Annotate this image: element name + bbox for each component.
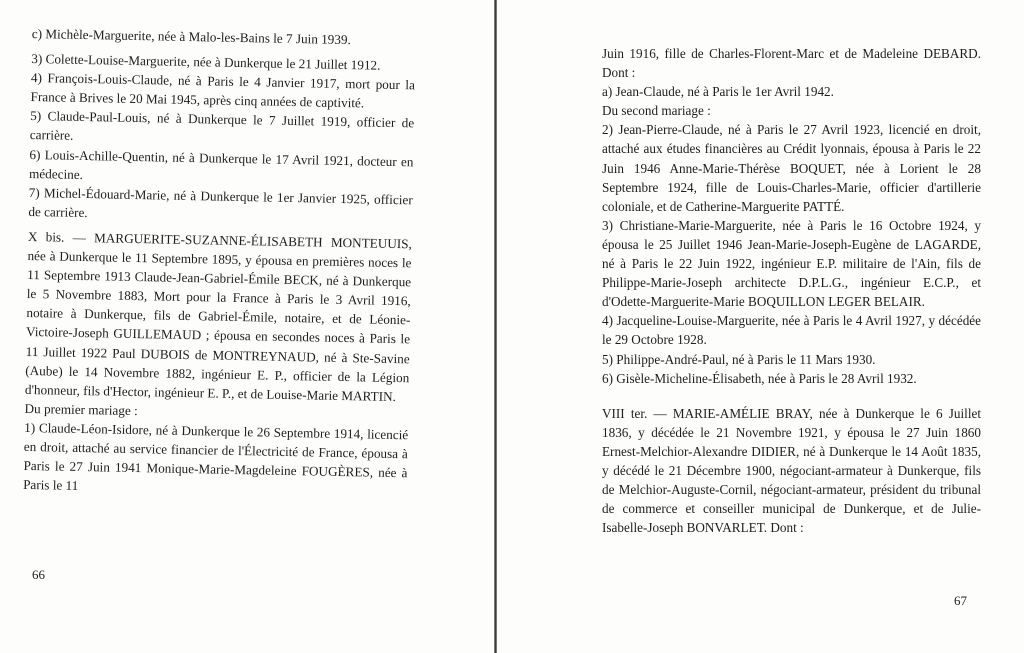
entry-claude-leon-isidore: 1) Claude-Léon-Isidore, né à Dunkerque le 26 Septembre 1914, licencié en droit, attaché au service financier de l'Électricité de France, épousa à Paris le 27 Juin 1941 Monique-Marie-Magdeleine FOUGÈRES, née à Paris le 11	[23, 419, 409, 494]
entry-michele-marguerite: c) Michèle-Marguerite, née à Malo-les-Bains le 7 Juin 1939.	[31, 25, 351, 48]
entry-christiane-marie-marguerite: 3) Christiane-Marie-Marguerite, née à Paris le 16 Octobre 1924, y épousa le 25 Juillet 1946 Jean-Marie-Joseph-Eugène de LAGARDE, né à Paris le 22 Juin 1922, ingénieur E.P. militaire de l'Ain, fils de Philippe-Marie-Joseph architecte D.P.L.G., ingénieur E.C.P., et d'Odette-Marguerite-Marie BOQUILLON LEGER BELAIR.	[602, 217, 981, 310]
heading-du-premier-mariage: Du premier mariage :	[24, 400, 138, 418]
right-page	[497, 0, 1024, 653]
entry-claude-paul-louis: 5) Claude-Paul-Louis, né à Dunkerque le 7 Juillet 1919, officier de carrière.	[29, 108, 415, 144]
heading-du-second-mariage: Du second mariage :	[602, 103, 711, 119]
entry-philippe-andre-paul: 5) Philippe-André-Paul, né à Paris le 11 Mars 1930.	[602, 351, 876, 367]
page-number-left: 66	[32, 567, 45, 582]
entry-continuation-fougeres: Juin 1916, fille de Charles-Florent-Marc et de Madeleine DEBARD. Dont :	[602, 46, 981, 81]
entry-jacqueline-louise-marguerite: 4) Jacqueline-Louise-Marguerite, née à Paris le 4 Avril 1927, y décédée le 29 Octobre 1928.	[602, 313, 981, 348]
page-number-right: 67	[954, 593, 967, 608]
entry-michel-edouard-marie: 7) Michel-Édouard-Marie, né à Dunkerque le 1er Janvier 1925, officier de carrière.	[28, 184, 413, 220]
entry-colette-louise-marguerite: 3) Colette-Louise-Marguerite, née à Dunkerque le 21 Juillet 1912.	[31, 51, 381, 73]
left-page	[0, 0, 494, 653]
entry-francois-louis-claude: 4) François-Louis-Claude, né à Paris le 4 Janvier 1917, mort pour la France à Brives le 20 Mai 1945, après cinq années de captivité.	[30, 70, 416, 111]
entry-gisele-micheline-elisabeth: 6) Gisèle-Micheline-Élisabeth, née à Paris le 28 Avril 1932.	[602, 370, 917, 386]
entry-x-bis-marguerite-suzanne-elisabeth: X bis. — MARGUERITE-SUZANNE-ÉLISABETH MONTEUUIS, née à Dunkerque le 11 Septembre 1895, y épousa en premières noces le 11 Septembre 1913 Claude-Jean-Gabriel-Émile BECK, né à Dunkerque le 5 Novembre 1883, Mort pour la France à Paris le 3 Avril 1916, notaire à Dunkerque, fils de Gabriel-Émile, notaire, et de Léonie-Victoire-Joseph GUILLEMAUD ; épousa en secondes noces à Paris le 11 Juillet 1922 Paul DUBOIS de MONTREYNAUD, né à Ste-Savine (Aube) le 14 Novembre 1882, ingénieur E. P., officier de la Légion d'honneur, fils d'Hector, ingénieur E. P., et de Louise-Marie MARTIN.	[24, 228, 412, 404]
left-page-text	[23, 24, 416, 502]
entry-louis-achille-quentin: 6) Louis-Achille-Quentin, né à Dunkerque le 17 Avril 1921, docteur en médecine.	[28, 146, 414, 182]
entry-jean-claude: a) Jean-Claude, né à Paris le 1er Avril 1942.	[602, 84, 834, 100]
entry-jean-pierre-claude: 2) Jean-Pierre-Claude, né à Paris le 27 Avril 1923, licencié en droit, attaché aux études financières au Crédit lyonnais, épousa à Paris le 22 Juin 1946 Anne-Marie-Thérèse BOQUET, née à Lorient le 28 Septembre 1924, fille de Louis-Charles-Marie, officier d'artillerie coloniale, et de Catherine-Marguerite PATTÉ.	[602, 122, 981, 214]
right-page-text	[602, 44, 981, 537]
entry-viii-ter-marie-amelie-bray: VIII ter. — MARIE-AMÉLIE BRAY, née à Dunkerque le 6 Juillet 1836, y décédée le 21 Novembre 1921, y épousa le 27 Juin 1860 Ernest-Melchior-Alexandre DIDIER, né à Dunkerque le 14 Août 1835, y décédé le 21 Décembre 1900, négociant-armateur à Dunkerque, fils de Melchior-Auguste-Cornil, négociant-armateur, président du tribunal de commerce et conseiller municipal de Dunkerque, et de Julie-Isabelle-Joseph BONVARLET. Dont :	[602, 405, 981, 536]
